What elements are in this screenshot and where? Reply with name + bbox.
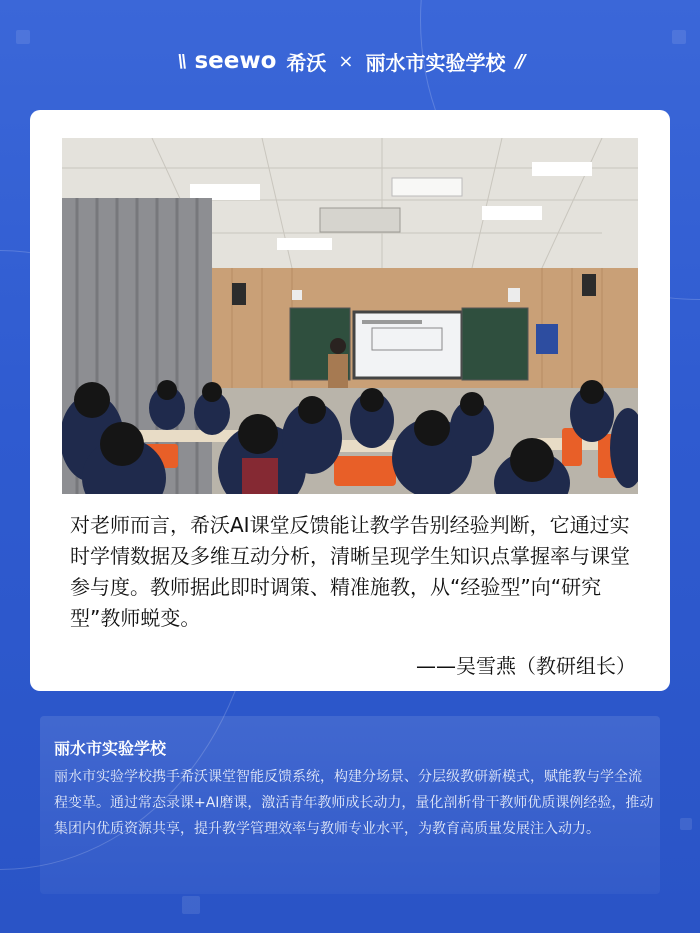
classroom-photo	[62, 138, 638, 494]
seewo-logo: seewo	[194, 48, 277, 74]
background-square	[182, 896, 200, 914]
background-square	[672, 30, 686, 44]
background-square	[16, 30, 30, 44]
classroom-illustration	[62, 138, 638, 494]
testimonial-quote: 对老师而言，希沃AI课堂反馈能让教学告别经验判断，它通过实时学情数据及多维互动分析，清晰呈现学生知识点掌握率与课堂参与度。教师据此即时调策、精准施教，从“经验型”向“研究型”教师蜕变。	[70, 513, 630, 630]
header	[0, 44, 700, 78]
quote-card	[30, 110, 670, 691]
info-description: 丽水市实验学校携手希沃课堂智能反馈系统，构建分场景、分层级教研新模式，赋能教与学全流程变革。通过常态录课+AI磨课，激活青年教师成长动力，量化剖析骨干教师优质课例经验，推动集团内优质资源共享，提升教学管理效率与教师专业水平，为教育高质量发展注入动力。	[54, 769, 654, 837]
info-title: 丽水市实验学校	[54, 739, 167, 758]
collaboration-separator: ×	[338, 50, 354, 72]
school-name: 丽水市实验学校	[365, 50, 506, 75]
school-info-panel	[40, 716, 660, 894]
header-left-decoration: \\	[177, 50, 185, 72]
quote-author: ——吴雪燕（教研组长）	[416, 654, 636, 678]
background-square	[680, 818, 692, 830]
brand-name: 希沃	[286, 50, 327, 75]
header-right-decoration: //	[515, 50, 523, 72]
